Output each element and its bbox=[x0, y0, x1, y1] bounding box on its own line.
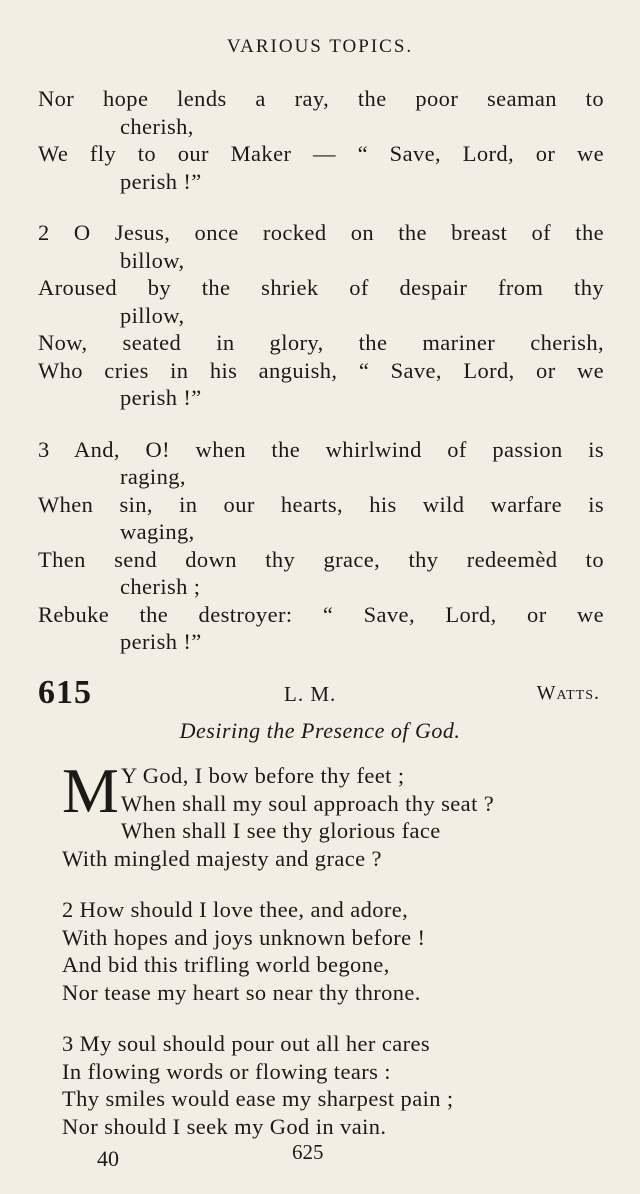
hymn-author: Watts. bbox=[536, 682, 600, 704]
verse-line: When sin, in our hearts, his wild warfare is bbox=[38, 491, 604, 517]
hymn-meter: L. M. bbox=[284, 682, 337, 706]
signature-mark: 40 bbox=[97, 1146, 119, 1171]
stanza bbox=[38, 219, 604, 412]
verse-line-continuation: perish !” bbox=[120, 629, 202, 654]
verse-line: In flowing words or flowing tears : bbox=[62, 1058, 391, 1084]
verse-line: 2 O Jesus, once rocked on the breast of the bbox=[38, 220, 604, 245]
hymn-header bbox=[38, 674, 600, 714]
dropcap-lines bbox=[62, 755, 602, 826]
continued-hymn-stanzas bbox=[38, 85, 604, 656]
stanza bbox=[38, 436, 604, 656]
stanza bbox=[62, 1030, 602, 1140]
stanza bbox=[62, 755, 602, 872]
verse-line-continuation: raging, bbox=[120, 464, 186, 489]
verse-line-continuation: perish !” bbox=[120, 385, 202, 410]
verse-line: 3 And, O! when the whirlwind of passion is bbox=[38, 436, 604, 462]
verse-line: And bid this trifling world begone, bbox=[62, 952, 390, 977]
verse-line: Rebuke the destroyer: “ Save, Lord, or we bbox=[38, 601, 604, 627]
verse-line: 3 My soul should pour out all her cares bbox=[62, 1031, 431, 1056]
hymn-615-stanzas bbox=[62, 755, 602, 1140]
verse-line: 2 How should I love thee, and adore, bbox=[62, 897, 409, 922]
verse-line: Then send down thy grace, thy redeemèd to bbox=[38, 546, 604, 572]
dropcap-letter: M bbox=[62, 755, 117, 826]
verse-line: When shall my soul approach thy seat ? bbox=[120, 790, 495, 816]
hymn-title: Desiring the Presence of God. bbox=[179, 718, 461, 743]
verse-line: With hopes and joys unknown before ! bbox=[62, 924, 426, 950]
verse-line: Aroused by the shriek of despair from thy bbox=[38, 275, 604, 300]
verse-line: Nor should I seek my God in vain. bbox=[62, 1113, 387, 1139]
verse-line: Who cries in his anguish, “ Save, Lord, or we bbox=[38, 357, 604, 383]
verse-line-continuation: cherish, bbox=[120, 113, 194, 139]
verse-line: With mingled majesty and grace ? bbox=[62, 845, 382, 871]
page-number: 625 bbox=[292, 1140, 324, 1164]
verse-line-continuation: pillow, bbox=[120, 302, 185, 328]
verse-line-continuation: billow, bbox=[120, 247, 185, 273]
verse-line: Nor tease my heart so near thy throne. bbox=[62, 979, 421, 1005]
verse-line: We fly to our Maker — “ Save, Lord, or we bbox=[38, 141, 604, 166]
verse-line-continuation: perish !” bbox=[120, 168, 202, 194]
verse-line: Now, seated in glory, the mariner cherish, bbox=[38, 330, 604, 355]
verse-line: Thy smiles would ease my sharpest pain ; bbox=[62, 1086, 454, 1111]
stanza bbox=[38, 85, 604, 195]
verse-line: When shall I see thy glorious face bbox=[120, 818, 441, 843]
verse-line-continuation: waging, bbox=[120, 519, 195, 544]
verse-line-continuation: cherish ; bbox=[120, 574, 201, 599]
running-head: VARIOUS TOPICS. bbox=[226, 36, 414, 57]
hymn-number: 615 bbox=[38, 674, 92, 711]
stanza bbox=[62, 896, 602, 1006]
verse-line: Nor hope lends a ray, the poor seaman to bbox=[38, 86, 604, 111]
verse-line: Y God, I bow before thy feet ; bbox=[120, 763, 405, 788]
